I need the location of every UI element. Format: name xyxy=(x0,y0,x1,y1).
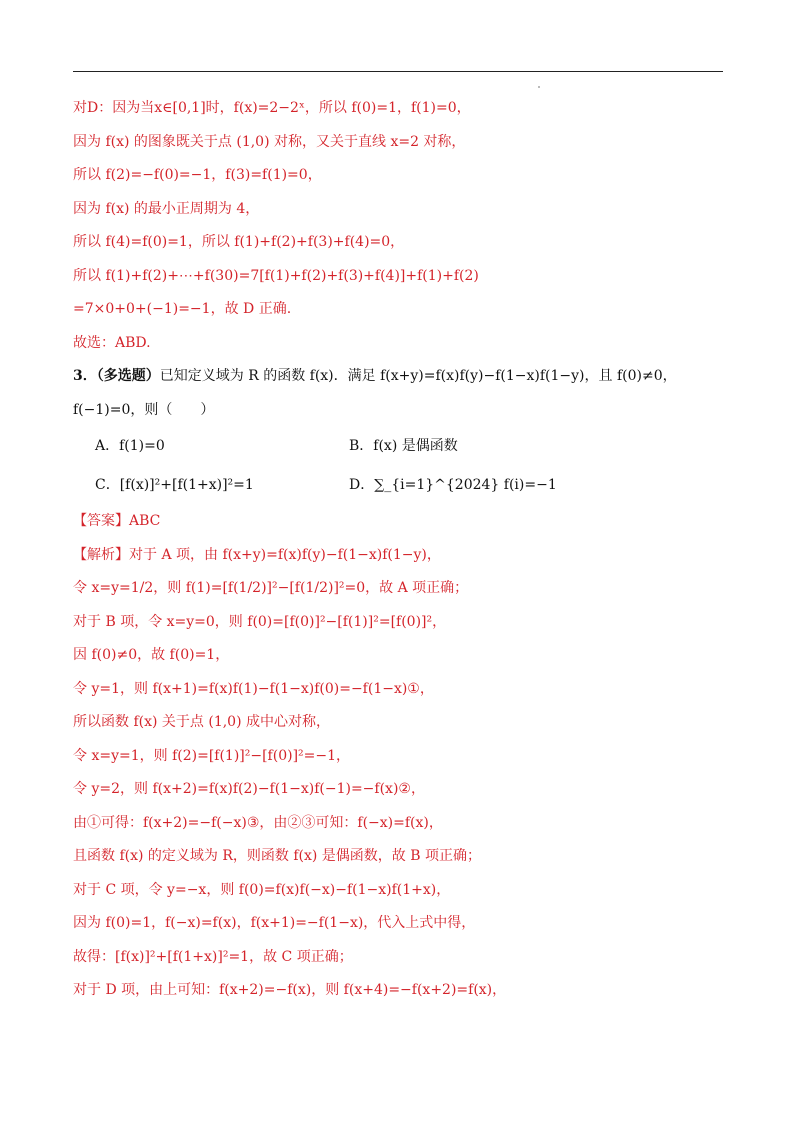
options-row-2 xyxy=(73,466,723,505)
analysis-label: 【解析】 xyxy=(73,546,129,563)
question-tag: （多选题） xyxy=(96,368,160,384)
document-body xyxy=(73,92,723,1008)
final-choice: 故选：ABD. xyxy=(73,334,151,351)
analysis-text: 令 y=2，则 f(x+2)=f(x)f(2)−f(1−x)f(−1)=−f(x)②， xyxy=(73,781,425,797)
analysis-line xyxy=(73,840,723,874)
page-speck xyxy=(538,86,540,88)
analysis-text: 对于 C 项，令 y=−x，则 f(0)=f(x)f(−x)−f(1−x)f(1+x)， xyxy=(73,881,451,898)
analysis-text: 因 f(0)≠0，故 f(0)=1， xyxy=(73,647,230,663)
solution-text: 所以 f(2)=−f(0)=−1，f(3)=f(1)=0， xyxy=(73,167,322,183)
analysis-line xyxy=(73,907,723,941)
analysis-line xyxy=(73,539,723,573)
solution-line xyxy=(73,293,723,327)
analysis-text: 对于 D 项，由上可知：f(x+2)=−f(x)，则 f(x+4)=−f(x+2)=f(x)， xyxy=(73,982,507,998)
analysis-text: 由①可得：f(x+2)=−f(−x)③，由②③可知：f(−x)=f(x)， xyxy=(73,814,443,831)
question-number: 3． xyxy=(73,368,97,384)
option-b: B．f(x) 是偶函数 xyxy=(349,438,458,454)
analysis-line xyxy=(73,941,723,975)
solution-line xyxy=(73,260,723,294)
solution-text: 所以 f(4)=f(0)=1，所以 f(1)+f(2)+f(3)+f(4)=0， xyxy=(73,234,405,250)
analysis-line xyxy=(73,874,723,908)
option-a: A．f(1)=0 xyxy=(95,438,165,454)
analysis-text: 令 x=y=1/2，则 f(1)=[f(1/2)]²−[f(1/2)]²=0，故 A 项正确； xyxy=(73,580,469,596)
analysis-line xyxy=(73,974,723,1008)
analysis-line xyxy=(73,639,723,673)
solution-text: 所以 f(1)+f(2)+⋯+f(30)=7[f(1)+f(2)+f(3)+f(4)]+f(1)+f(2) xyxy=(73,267,479,284)
analysis-text: 令 y=1，则 f(x+1)=f(x)f(1)−f(1−x)f(0)=−f(1−x)①， xyxy=(73,680,434,697)
analysis-line xyxy=(73,706,723,740)
analysis-text: 因为 f(0)=1，f(−x)=f(x)，f(x+1)=−f(1−x)，代入上式中得， xyxy=(73,915,476,931)
solution-line xyxy=(73,226,723,260)
solution-line xyxy=(73,159,723,193)
analysis-text: 所以函数 f(x) 关于点 (1,0) 成中心对称， xyxy=(73,714,330,730)
solution-line xyxy=(73,327,723,361)
answer-line xyxy=(73,505,723,539)
solution-line xyxy=(73,92,723,126)
analysis-text: 对于 A 项，由 f(x+y)=f(x)f(y)−f(1−x)f(1−y)， xyxy=(129,546,441,563)
analysis-line xyxy=(73,807,723,841)
analysis-line xyxy=(73,606,723,640)
analysis-text: 令 x=y=1，则 f(2)=[f(1)]²−[f(0)]²=−1， xyxy=(73,747,351,764)
question-stem-text: 已知定义域为 R 的函数 f(x)．满足 f(x+y)=f(x)f(y)−f(1−x)f(1−y)，且 f(0)≠0， xyxy=(159,368,677,384)
analysis-line xyxy=(73,773,723,807)
solution-line xyxy=(73,193,723,227)
analysis-text: 对于 B 项，令 x=y=0，则 f(0)=[f(0)]²−[f(1)]²=[f(0)]²， xyxy=(73,613,447,630)
solution-text: =7×0+0+(−1)=−1，故 D 正确. xyxy=(73,301,292,317)
header-rule xyxy=(73,71,723,72)
analysis-line xyxy=(73,673,723,707)
analysis-text: 且函数 f(x) 的定义域为 R，则函数 f(x) 是偶函数，故 B 项正确； xyxy=(73,848,481,864)
question-stem xyxy=(73,360,723,394)
analysis-line xyxy=(73,572,723,606)
question-stem-text-2: f(−1)=0，则（ ） xyxy=(73,401,215,418)
solution-line xyxy=(73,126,723,160)
question-stem-cont xyxy=(73,394,723,428)
answer-value: ABC xyxy=(129,513,161,529)
answer-label: 【答案】 xyxy=(73,513,129,529)
options-row-1 xyxy=(73,427,723,466)
solution-text: 因为 f(x) 的最小正周期为 4， xyxy=(73,200,260,217)
solution-text: 对D：因为当x∈[0,1]时，f(x)=2−2ˣ，所以 f(0)=1，f(1)=0， xyxy=(73,100,471,116)
option-c: C．[f(x)]²+[f(1+x)]²=1 xyxy=(95,477,254,493)
analysis-line xyxy=(73,740,723,774)
solution-text: 因为 f(x) 的图象既关于点 (1,0) 对称，又关于直线 x=2 对称， xyxy=(73,133,466,150)
option-d: D．∑_{i=1}^{2024} f(i)=−1 xyxy=(349,477,557,493)
analysis-text: 故得：[f(x)]²+[f(1+x)]²=1，故 C 项正确； xyxy=(73,948,353,965)
